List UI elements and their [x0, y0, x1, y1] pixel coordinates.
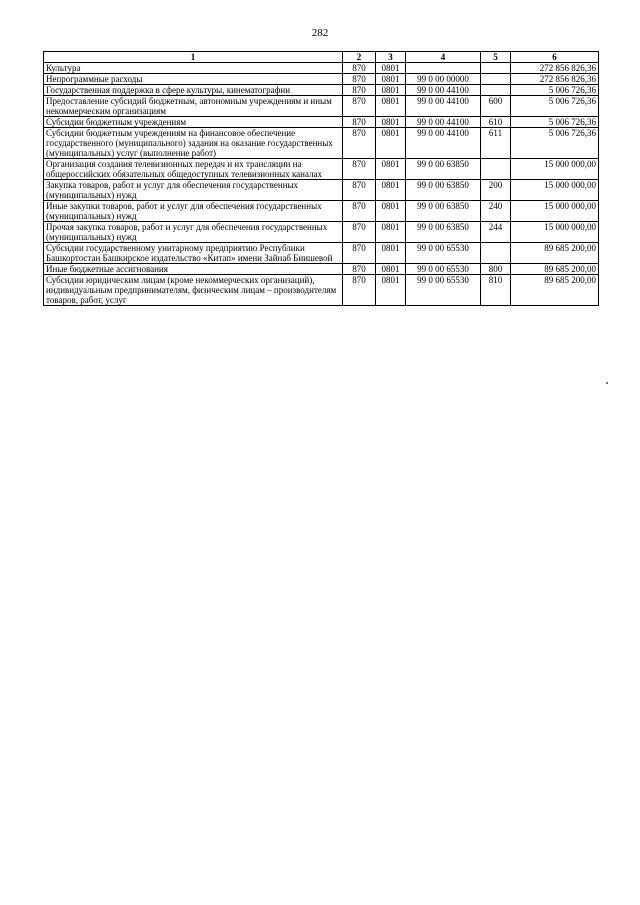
row-section-cell: 0801 — [376, 243, 406, 264]
column-header-3: 3 — [376, 52, 406, 63]
row-name-cell: Субсидии юридическим лицам (кроме некоммерческих организаций), индивидуальным предпринимателям, физическим лицам – производителям товаров, работ, услуг — [44, 275, 343, 306]
row-name-cell: Закупка товаров, работ и услуг для обеспечения государственных (муниципальных) нужд — [44, 180, 343, 201]
row-section-cell: 0801 — [376, 159, 406, 180]
row-expense-type-cell: 611 — [481, 128, 511, 159]
row-code-cell: 870 — [343, 128, 376, 159]
row-target-article-cell: 99 0 00 65530 — [406, 264, 481, 275]
table-row — [44, 128, 599, 159]
row-name-cell: Субсидии государственному унитарному предприятию Республики Башкортостан Башкирское издательство «Китап» имени Зайнаб Биишевой — [44, 243, 343, 264]
row-name-cell: Организация создания телевизионных передач и их трансляции на общероссийских обязательных общедоступных телевизионных каналах — [44, 159, 343, 180]
row-code-cell: 870 — [343, 201, 376, 222]
row-target-article-cell: 99 0 00 63850 — [406, 180, 481, 201]
row-amount-cell: 15 000 000,00 — [511, 201, 599, 222]
table-row — [44, 74, 599, 85]
row-code-cell: 870 — [343, 74, 376, 85]
scan-speck — [606, 382, 608, 384]
row-amount-cell: 5 006 726,36 — [511, 96, 599, 117]
row-code-cell: 870 — [343, 275, 376, 306]
column-header-4: 4 — [406, 52, 481, 63]
row-code-cell: 870 — [343, 180, 376, 201]
row-target-article-cell: 99 0 00 65530 — [406, 243, 481, 264]
table-row — [44, 96, 599, 117]
row-target-article-cell: 99 0 00 00000 — [406, 74, 481, 85]
row-section-cell: 0801 — [376, 264, 406, 275]
table-row — [44, 243, 599, 264]
row-amount-cell: 272 856 826,36 — [511, 63, 599, 74]
row-expense-type-cell: 810 — [481, 275, 511, 306]
row-section-cell: 0801 — [376, 222, 406, 243]
row-name-cell: Непрограммные расходы — [44, 74, 343, 85]
row-expense-type-cell: 610 — [481, 117, 511, 128]
row-name-cell: Культура — [44, 63, 343, 74]
row-section-cell: 0801 — [376, 117, 406, 128]
row-section-cell: 0801 — [376, 275, 406, 306]
table-row — [44, 180, 599, 201]
row-section-cell: 0801 — [376, 63, 406, 74]
row-name-cell: Предоставление субсидий бюджетным, автономным учреждениям и иным некоммерческим организациям — [44, 96, 343, 117]
row-code-cell: 870 — [343, 63, 376, 74]
row-amount-cell: 5 006 726,36 — [511, 117, 599, 128]
row-section-cell: 0801 — [376, 180, 406, 201]
row-code-cell: 870 — [343, 243, 376, 264]
row-amount-cell: 89 685 200,00 — [511, 275, 599, 306]
table-row — [44, 63, 599, 74]
table-row — [44, 85, 599, 96]
row-amount-cell: 15 000 000,00 — [511, 222, 599, 243]
table-row — [44, 275, 599, 306]
budget-table — [43, 51, 599, 306]
row-section-cell: 0801 — [376, 74, 406, 85]
column-header-2: 2 — [343, 52, 376, 63]
table-row — [44, 264, 599, 275]
row-section-cell: 0801 — [376, 85, 406, 96]
table-body — [44, 63, 599, 306]
table-header-row — [44, 52, 599, 63]
row-amount-cell: 89 685 200,00 — [511, 264, 599, 275]
row-name-cell: Государственная поддержка в сфере культуры, кинематографии — [44, 85, 343, 96]
row-code-cell: 870 — [343, 264, 376, 275]
row-name-cell: Иные бюджетные ассигнования — [44, 264, 343, 275]
row-name-cell: Субсидии бюджетным учреждениям — [44, 117, 343, 128]
row-expense-type-cell — [481, 74, 511, 85]
row-amount-cell: 5 006 726,36 — [511, 85, 599, 96]
row-target-article-cell: 99 0 00 44100 — [406, 85, 481, 96]
column-header-1: 1 — [44, 52, 343, 63]
row-expense-type-cell — [481, 159, 511, 180]
row-expense-type-cell — [481, 85, 511, 96]
row-section-cell: 0801 — [376, 201, 406, 222]
column-header-5: 5 — [481, 52, 511, 63]
row-code-cell: 870 — [343, 222, 376, 243]
table-row — [44, 117, 599, 128]
row-name-cell: Прочая закупка товаров, работ и услуг для обеспечения государственных (муниципальных) нужд — [44, 222, 343, 243]
row-code-cell: 870 — [343, 85, 376, 96]
table-row — [44, 222, 599, 243]
row-target-article-cell — [406, 63, 481, 74]
row-amount-cell: 15 000 000,00 — [511, 159, 599, 180]
row-target-article-cell: 99 0 00 44100 — [406, 96, 481, 117]
row-expense-type-cell: 240 — [481, 201, 511, 222]
row-expense-type-cell — [481, 63, 511, 74]
row-target-article-cell: 99 0 00 44100 — [406, 117, 481, 128]
row-expense-type-cell: 200 — [481, 180, 511, 201]
row-target-article-cell: 99 0 00 63850 — [406, 201, 481, 222]
row-amount-cell: 5 006 726,36 — [511, 128, 599, 159]
row-amount-cell: 89 685 200,00 — [511, 243, 599, 264]
row-expense-type-cell — [481, 243, 511, 264]
row-target-article-cell: 99 0 00 65530 — [406, 275, 481, 306]
row-code-cell: 870 — [343, 96, 376, 117]
table-row — [44, 159, 599, 180]
row-expense-type-cell: 800 — [481, 264, 511, 275]
row-target-article-cell: 99 0 00 63850 — [406, 159, 481, 180]
column-header-6: 6 — [511, 52, 599, 63]
row-name-cell: Субсидии бюджетным учреждениям на финансовое обеспечение государственного (муниципального) задания на оказание государственных (муниципальных) услуг (выполнение работ) — [44, 128, 343, 159]
row-expense-type-cell: 244 — [481, 222, 511, 243]
row-amount-cell: 272 856 826,36 — [511, 74, 599, 85]
row-target-article-cell: 99 0 00 44100 — [406, 128, 481, 159]
row-target-article-cell: 99 0 00 63850 — [406, 222, 481, 243]
table-row — [44, 201, 599, 222]
page-number: 282 — [311, 27, 329, 39]
row-section-cell: 0801 — [376, 96, 406, 117]
row-code-cell: 870 — [343, 159, 376, 180]
budget-table-container — [43, 51, 598, 306]
row-expense-type-cell: 600 — [481, 96, 511, 117]
row-section-cell: 0801 — [376, 128, 406, 159]
row-amount-cell: 15 000 000,00 — [511, 180, 599, 201]
row-name-cell: Иные закупки товаров, работ и услуг для обеспечения государственных (муниципальных) нужд — [44, 201, 343, 222]
row-code-cell: 870 — [343, 117, 376, 128]
